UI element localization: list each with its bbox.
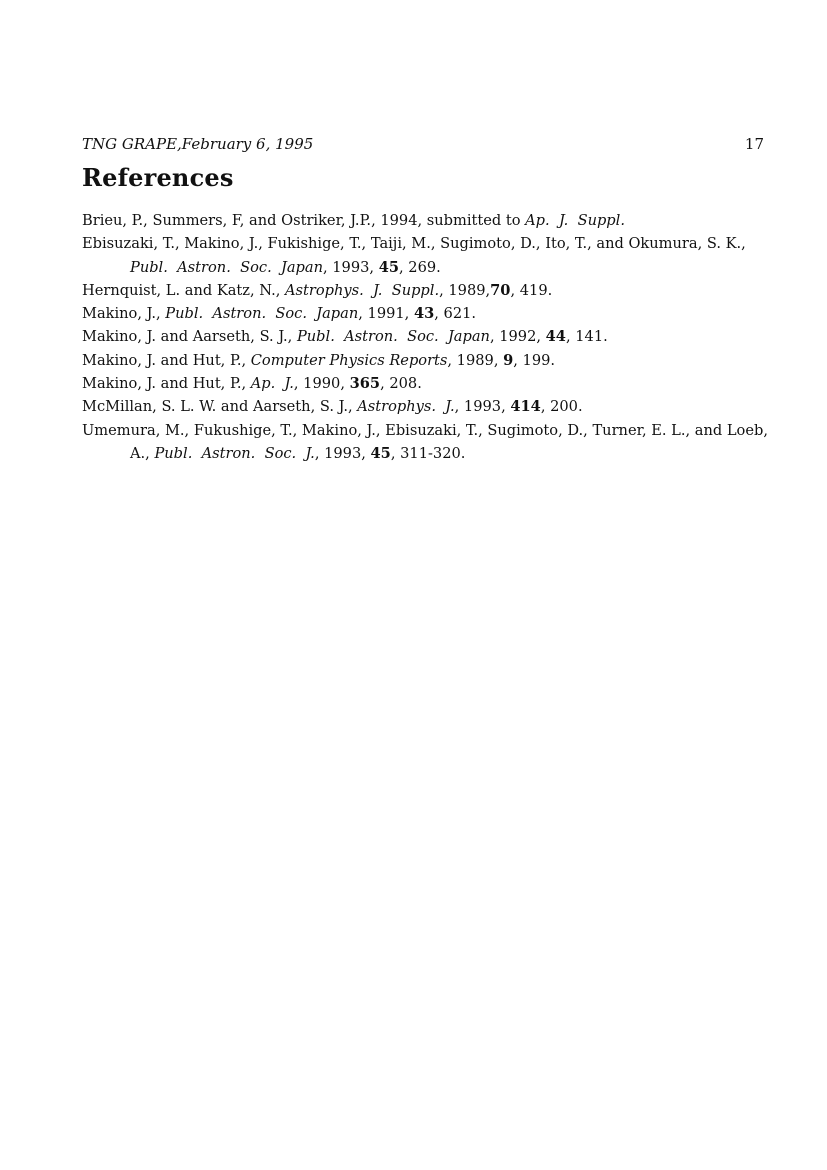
journal-name: Ap. J. Suppl. — [525, 212, 625, 229]
running-title: TNG GRAPE,February 6, 1995 — [82, 135, 314, 153]
reference-text: , 199. — [513, 351, 556, 369]
reference-text: Umemura, M., Fukushige, T., Makino, J., Ebisuzaki, T., Sugimoto, D., Turner, E. L., and Loeb, — [82, 421, 768, 439]
volume-number: 70 — [490, 281, 511, 299]
reference-text: Makino, J. and Hut, P., — [82, 351, 251, 369]
reference-text: , 1993, — [314, 444, 371, 462]
reference-text: Brieu, P., Summers, F, and Ostriker, J.P., 1994, submitted to — [82, 212, 526, 229]
volume-number: 45 — [370, 444, 391, 462]
journal-name: Publ. Astron. Soc. J. — [154, 444, 315, 462]
reference-text: Hernquist, L. and Katz, N., — [82, 281, 286, 299]
volume-number: 414 — [510, 398, 541, 416]
reference-text: Ebisuzaki, T., Makino, J., Fukishige, T., Taiji, M., Sugimoto, D., Ito, T., and Okumura, S. K., — [82, 235, 746, 253]
reference-text: , 269. — [399, 258, 441, 276]
reference-text: , 208. — [380, 375, 422, 393]
reference-text: , 1990, — [293, 375, 350, 393]
volume-number: 365 — [349, 375, 381, 393]
journal-name: Publ. Astron. Soc. Japan — [130, 258, 323, 276]
reference-text: , 200. — [540, 398, 583, 416]
reference-line — [82, 279, 782, 302]
journal-name: Ap. J. — [250, 375, 294, 393]
journal-name: Publ. Astron. Soc. Japan — [165, 305, 359, 323]
reference-line — [82, 232, 782, 255]
reference-line-continuation — [82, 442, 782, 465]
reference-line — [82, 209, 782, 232]
volume-number: 43 — [413, 305, 435, 323]
reference-text: , 141. — [565, 328, 608, 346]
reference-line — [82, 325, 782, 348]
reference-text: , 1989, — [439, 281, 491, 299]
reference-text: , 621. — [434, 305, 477, 323]
journal-name: Computer Physics Reports — [250, 351, 448, 369]
reference-line-continuation — [82, 256, 782, 279]
reference-text: McMillan, S. L. W. and Aarseth, S. J., — [82, 398, 358, 416]
reference-text: A., — [130, 444, 155, 462]
reference-line — [82, 349, 782, 372]
reference-list — [82, 209, 782, 465]
volume-number: 9 — [503, 351, 514, 369]
volume-number: 45 — [378, 258, 399, 276]
page-number: 17 — [744, 135, 764, 153]
reference-text: , 1989, — [447, 351, 504, 369]
reference-text: Makino, J. and Aarseth, S. J., — [82, 328, 297, 346]
journal-name: Astrophys. J. Suppl. — [285, 281, 440, 299]
reference-text: , 1993, — [322, 258, 379, 276]
reference-line — [82, 395, 782, 418]
reference-text: Makino, J., — [82, 305, 166, 323]
journal-name: Astrophys. J. — [357, 398, 455, 416]
reference-text: Makino, J. and Hut, P., — [82, 375, 251, 393]
reference-line — [82, 419, 782, 442]
reference-text: , 1992, — [489, 328, 546, 346]
reference-line — [82, 302, 782, 325]
reference-text: , 1991, — [358, 305, 414, 323]
page-header — [82, 136, 764, 153]
journal-name: Publ. Astron. Soc. Japan — [296, 328, 490, 346]
reference-text: , 1993, — [454, 398, 511, 416]
references-heading: References — [82, 163, 234, 192]
reference-text: , 311-320. — [390, 444, 466, 462]
reference-line — [82, 372, 782, 395]
volume-number: 44 — [545, 328, 566, 346]
reference-text: , 419. — [510, 281, 553, 299]
